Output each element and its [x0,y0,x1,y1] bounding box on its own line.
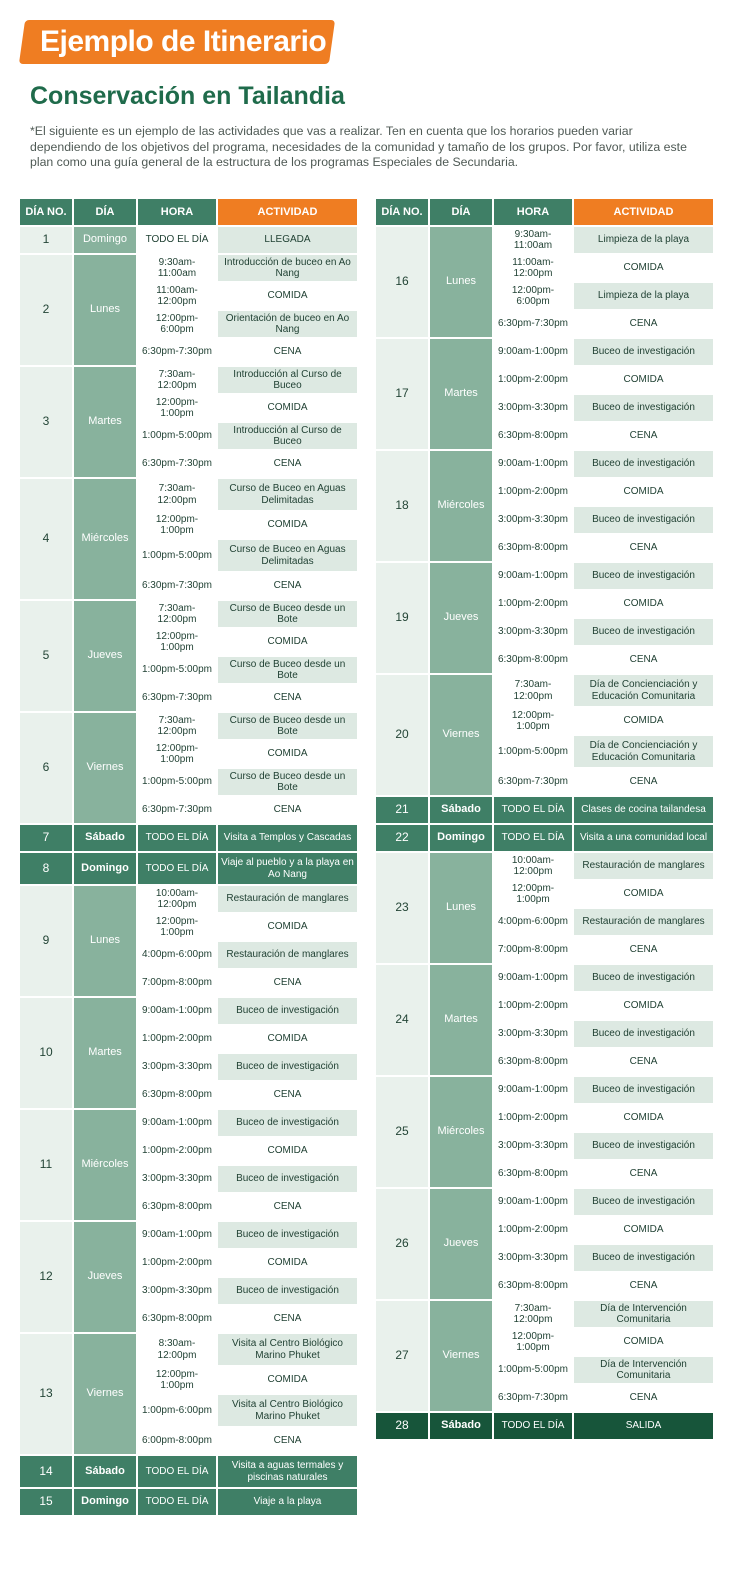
time-cell: 12:00pm-1:00pm [494,1329,572,1355]
schedule-row [20,227,357,253]
schedule-row [376,1413,713,1439]
activity-cell: Restauración de manglares [218,886,357,912]
schedule-row [376,227,713,253]
time-cell: 11:00am-12:00pm [494,255,572,281]
activity-cell: Curso de Buceo desde un Bote [218,769,357,795]
schedule-row [20,1489,357,1515]
activity-cell: COMIDA [574,255,713,281]
time-cell: 7:30am-12:00pm [138,479,216,510]
day-name: Martes [430,965,492,1075]
time-cell: 11:00am-12:00pm [138,283,216,309]
schedule-row [20,998,357,1024]
day-number: 27 [376,1301,428,1411]
time-cell: 3:00pm-3:30pm [494,1021,572,1047]
activity-cell: Introducción al Curso de Buceo [218,367,357,393]
time-cell: TODO EL DÍA [138,227,216,253]
day-number: 10 [20,998,72,1108]
activity-cell: CENA [574,1273,713,1299]
schedule-row [376,965,713,991]
activity-cell: Restauración de manglares [574,853,713,879]
day-number: 18 [376,451,428,561]
time-cell: 3:00pm-3:30pm [494,619,572,645]
activity-cell: Buceo de investigación [574,965,713,991]
time-cell: 12:00pm-1:00pm [138,914,216,940]
time-cell: 1:00pm-2:00pm [494,1105,572,1131]
activity-cell: Clases de cocina tailandesa [574,797,713,823]
day-number: 1 [20,227,72,253]
schedule-row [20,601,357,627]
activity-cell: Buceo de investigación [574,563,713,589]
activity-cell: CENA [218,970,357,996]
activity-cell: CENA [218,685,357,711]
page-title: Ejemplo de Itinerario [40,25,327,58]
time-cell: 1:00pm-5:00pm [138,423,216,449]
schedule-row [376,797,713,823]
time-cell: 7:00pm-8:00pm [138,970,216,996]
time-cell: 9:00am-1:00pm [494,1077,572,1103]
activity-cell: COMIDA [218,1138,357,1164]
activity-cell: CENA [218,1306,357,1332]
header-day: DÍA [430,199,492,225]
schedule-row [20,1456,357,1487]
time-cell: 1:00pm-6:00pm [138,1395,216,1426]
activity-cell: COMIDA [218,741,357,767]
header-day-no: DÍA NO. [376,199,428,225]
activity-cell: COMIDA [218,1026,357,1052]
time-cell: 10:00am-12:00pm [494,853,572,879]
day-name: Miércoles [74,1110,136,1220]
activity-cell: COMIDA [218,1367,357,1393]
time-cell: 8:30am-12:00pm [138,1334,216,1365]
activity-cell: COMIDA [218,283,357,309]
activity-cell: COMIDA [574,881,713,907]
activity-cell: COMIDA [218,1250,357,1276]
day-number: 12 [20,1222,72,1332]
header-row [376,199,713,225]
time-cell: 6:30pm-7:30pm [138,339,216,365]
activity-cell: Visita al Centro Biológico Marino Phuket [218,1395,357,1426]
activity-cell: CENA [574,769,713,795]
activity-cell: Introducción al Curso de Buceo [218,423,357,449]
activity-cell: Buceo de investigación [574,619,713,645]
activity-cell: CENA [574,423,713,449]
day-number: 26 [376,1189,428,1299]
time-cell: 12:00pm-1:00pm [138,629,216,655]
day-number: 21 [376,797,428,823]
activity-cell: Visita a una comunidad local [574,825,713,851]
day-name: Jueves [74,601,136,711]
activity-cell: Buceo de investigación [574,1021,713,1047]
time-cell: 6:30pm-7:30pm [138,451,216,477]
activity-cell: Buceo de investigación [218,1110,357,1136]
day-number: 19 [376,563,428,673]
day-number: 17 [376,339,428,449]
time-cell: 6:30pm-8:00pm [494,1161,572,1187]
activity-cell: COMIDA [574,1329,713,1355]
activity-cell: COMIDA [218,629,357,655]
day-name: Domingo [74,227,136,253]
activity-cell: Curso de Buceo en Aguas Delimitadas [218,540,357,571]
day-name: Jueves [430,1189,492,1299]
schedule-row [376,563,713,589]
day-name: Miércoles [430,451,492,561]
activity-cell: Restauración de manglares [574,909,713,935]
activity-cell: CENA [218,339,357,365]
day-name: Viernes [430,1301,492,1411]
activity-cell: Buceo de investigación [218,1278,357,1304]
activity-cell: Día de Concienciación y Educación Comunitaria [574,675,713,706]
activity-cell: COMIDA [218,512,357,538]
activity-cell: CENA [574,937,713,963]
time-cell: 1:00pm-2:00pm [494,1217,572,1243]
activity-cell: COMIDA [574,367,713,393]
schedule-row [20,367,357,393]
time-cell: 6:30pm-7:30pm [494,769,572,795]
activity-cell: Buceo de investigación [574,451,713,477]
activity-cell: Limpieza de la playa [574,227,713,253]
page-subtitle: Conservación en Tailandia [30,82,345,110]
day-name: Domingo [74,1489,136,1515]
header-day: DÍA [74,199,136,225]
time-cell: 1:00pm-5:00pm [494,736,572,767]
time-cell: 6:30pm-7:30pm [494,311,572,337]
time-cell: 6:00pm-8:00pm [138,1428,216,1454]
activity-cell: Curso de Buceo en Aguas Delimitadas [218,479,357,510]
time-cell: 7:30am-12:00pm [138,367,216,393]
activity-cell: Buceo de investigación [574,1245,713,1271]
activity-cell: Curso de Buceo desde un Bote [218,713,357,739]
activity-cell: Día de Intervención Comunitaria [574,1301,713,1327]
activity-cell: CENA [574,535,713,561]
day-name: Lunes [74,255,136,365]
time-cell: 6:30pm-7:30pm [494,1385,572,1411]
time-cell: TODO EL DÍA [138,1456,216,1487]
schedule-row [376,339,713,365]
day-name: Sábado [74,1456,136,1487]
schedule-row [376,675,713,706]
activity-cell: CENA [574,1385,713,1411]
activity-cell: CENA [574,647,713,673]
activity-cell: Buceo de investigación [218,1054,357,1080]
time-cell: 6:30pm-8:00pm [494,423,572,449]
intro-note: *El siguiente es un ejemplo de las actividades que vas a realizar. Ten en cuenta que los horarios pueden variar dependiendo de los objetivos del programa, necesidades de la comunidad y tamaño de los grupos. Por favor, utiliza este plan como una guía general de la estructura de los programas Especiales de Secundaria. [30,124,687,169]
header-activity: ACTIVIDAD [574,199,713,225]
activity-cell: Buceo de investigación [574,1189,713,1215]
time-cell: 6:30pm-8:00pm [138,1082,216,1108]
day-number: 24 [376,965,428,1075]
time-cell: 1:00pm-5:00pm [138,540,216,571]
time-cell: 9:30am-11:00am [138,255,216,281]
time-cell: 9:00am-1:00pm [494,451,572,477]
activity-cell: COMIDA [574,708,713,734]
time-cell: 6:30pm-8:00pm [494,647,572,673]
schedule-row [376,1189,713,1215]
day-number: 22 [376,825,428,851]
activity-cell: COMIDA [574,1217,713,1243]
time-cell: 9:30am-11:00am [494,227,572,253]
time-cell: 3:00pm-3:30pm [494,1133,572,1159]
time-cell: 9:00am-1:00pm [138,1110,216,1136]
time-cell: 3:00pm-3:30pm [494,395,572,421]
time-cell: 1:00pm-5:00pm [138,769,216,795]
activity-cell: Buceo de investigación [218,1166,357,1192]
time-cell: TODO EL DÍA [138,1489,216,1515]
activity-cell: Viaje al pueblo y a la playa en Ao Nang [218,853,357,884]
day-name: Domingo [74,853,136,884]
day-name: Martes [74,367,136,477]
activity-cell: COMIDA [574,1105,713,1131]
activity-cell: Curso de Buceo desde un Bote [218,601,357,627]
time-cell: TODO EL DÍA [138,825,216,851]
time-cell: 7:30am-12:00pm [138,601,216,627]
activity-cell: CENA [218,1428,357,1454]
time-cell: 7:30am-12:00pm [494,1301,572,1327]
activity-cell: CENA [218,1082,357,1108]
time-cell: 3:00pm-3:30pm [138,1166,216,1192]
time-cell: 6:30pm-7:30pm [138,573,216,599]
schedule-row [20,853,357,884]
day-number: 11 [20,1110,72,1220]
day-name: Domingo [430,825,492,851]
activity-cell: COMIDA [574,479,713,505]
time-cell: 6:30pm-8:00pm [494,535,572,561]
day-name: Lunes [74,886,136,996]
time-cell: 4:00pm-6:00pm [494,909,572,935]
day-number: 15 [20,1489,72,1515]
schedule-row [20,1110,357,1136]
schedule-row [376,853,713,879]
activity-cell: CENA [574,311,713,337]
activity-cell: COMIDA [574,993,713,1019]
day-number: 6 [20,713,72,823]
time-cell: 12:00pm-6:00pm [494,283,572,309]
day-number: 7 [20,825,72,851]
header-activity: ACTIVIDAD [218,199,357,225]
activity-cell: COMIDA [218,914,357,940]
day-name: Miércoles [430,1077,492,1187]
time-cell: 3:00pm-3:30pm [494,1245,572,1271]
activity-cell: Buceo de investigación [574,1133,713,1159]
header-time: HORA [138,199,216,225]
activity-cell: CENA [218,573,357,599]
time-cell: 7:30am-12:00pm [494,675,572,706]
day-name: Jueves [74,1222,136,1332]
day-number: 5 [20,601,72,711]
time-cell: 6:30pm-8:00pm [494,1049,572,1075]
time-cell: 9:00am-1:00pm [138,998,216,1024]
schedule-row [376,825,713,851]
schedule-row [20,1334,357,1365]
time-cell: 7:00pm-8:00pm [494,937,572,963]
activity-cell: CENA [218,1194,357,1220]
header-time: HORA [494,199,572,225]
time-cell: 1:00pm-2:00pm [138,1250,216,1276]
activity-cell: Limpieza de la playa [574,283,713,309]
day-number: 4 [20,479,72,599]
activity-cell: SALIDA [574,1413,713,1439]
time-cell: TODO EL DÍA [494,1413,572,1439]
time-cell: 6:30pm-8:00pm [494,1273,572,1299]
day-number: 28 [376,1413,428,1439]
activity-cell: Visita a aguas termales y piscinas naturales [218,1456,357,1487]
day-number: 8 [20,853,72,884]
schedule-row [20,1222,357,1248]
time-cell: TODO EL DÍA [494,825,572,851]
day-number: 16 [376,227,428,337]
time-cell: 6:30pm-7:30pm [138,685,216,711]
itinerary-table-right [374,197,715,1441]
time-cell: 7:30am-12:00pm [138,713,216,739]
day-name: Sábado [430,797,492,823]
activity-cell: Curso de Buceo desde un Bote [218,657,357,683]
schedule-row [376,451,713,477]
day-number: 23 [376,853,428,963]
time-cell: 1:00pm-2:00pm [494,993,572,1019]
time-cell: 1:00pm-5:00pm [138,657,216,683]
time-cell: 12:00pm-1:00pm [138,1367,216,1393]
day-number: 25 [376,1077,428,1187]
activity-cell: Buceo de investigación [218,998,357,1024]
day-name: Sábado [430,1413,492,1439]
time-cell: 9:00am-1:00pm [494,965,572,991]
time-cell: 1:00pm-2:00pm [138,1138,216,1164]
schedule-row [20,713,357,739]
activity-cell: Buceo de investigación [574,1077,713,1103]
activity-cell: CENA [574,1161,713,1187]
activity-cell: Restauración de manglares [218,942,357,968]
activity-cell: LLEGADA [218,227,357,253]
activity-cell: Buceo de investigación [574,395,713,421]
time-cell: 12:00pm-1:00pm [138,395,216,421]
itinerary-table-left [18,197,359,1517]
day-name: Jueves [430,563,492,673]
schedule-row [20,825,357,851]
activity-cell: Día de Concienciación y Educación Comunitaria [574,736,713,767]
day-number: 20 [376,675,428,795]
time-cell: 1:00pm-2:00pm [494,479,572,505]
activity-cell: Buceo de investigación [574,339,713,365]
activity-cell: Introducción de buceo en Ao Nang [218,255,357,281]
time-cell: 1:00pm-5:00pm [494,1357,572,1383]
time-cell: 12:00pm-1:00pm [494,708,572,734]
day-number: 13 [20,1334,72,1454]
day-name: Martes [430,339,492,449]
time-cell: 6:30pm-8:00pm [138,1306,216,1332]
time-cell: 9:00am-1:00pm [138,1222,216,1248]
header-row [20,199,357,225]
day-number: 9 [20,886,72,996]
activity-cell: Orientación de buceo en Ao Nang [218,311,357,337]
time-cell: 10:00am-12:00pm [138,886,216,912]
time-cell: 3:00pm-3:30pm [494,507,572,533]
header-day-no: DÍA NO. [20,199,72,225]
schedule-row [20,255,357,281]
day-name: Viernes [74,1334,136,1454]
day-name: Lunes [430,227,492,337]
day-name: Lunes [430,853,492,963]
activity-cell: Visita a Templos y Cascadas [218,825,357,851]
time-cell: 1:00pm-2:00pm [494,367,572,393]
activity-cell: Buceo de investigación [218,1222,357,1248]
day-name: Miércoles [74,479,136,599]
activity-cell: CENA [218,451,357,477]
day-name: Martes [74,998,136,1108]
time-cell: 9:00am-1:00pm [494,339,572,365]
day-number: 14 [20,1456,72,1487]
activity-cell: Buceo de investigación [574,507,713,533]
time-cell: 12:00pm-1:00pm [138,512,216,538]
time-cell: 12:00pm-6:00pm [138,311,216,337]
activity-cell: Día de Intervención Comunitaria [574,1357,713,1383]
activity-cell: Visita al Centro Biológico Marino Phuket [218,1334,357,1365]
schedule-row [376,1301,713,1327]
day-name: Sábado [74,825,136,851]
time-cell: 9:00am-1:00pm [494,1189,572,1215]
time-cell: 9:00am-1:00pm [494,563,572,589]
time-cell: 3:00pm-3:30pm [138,1278,216,1304]
schedule-row [20,886,357,912]
time-cell: 6:30pm-7:30pm [138,797,216,823]
time-cell: 6:30pm-8:00pm [138,1194,216,1220]
time-cell: 12:00pm-1:00pm [494,881,572,907]
day-number: 3 [20,367,72,477]
time-cell: TODO EL DÍA [494,797,572,823]
time-cell: 12:00pm-1:00pm [138,741,216,767]
time-cell: TODO EL DÍA [138,853,216,884]
time-cell: 1:00pm-2:00pm [138,1026,216,1052]
activity-cell: COMIDA [218,395,357,421]
time-cell: 3:00pm-3:30pm [138,1054,216,1080]
activity-cell: Viaje a la playa [218,1489,357,1515]
day-number: 2 [20,255,72,365]
day-name: Viernes [74,713,136,823]
schedule-row [20,479,357,510]
day-name: Viernes [430,675,492,795]
activity-cell: CENA [574,1049,713,1075]
time-cell: 4:00pm-6:00pm [138,942,216,968]
activity-cell: COMIDA [574,591,713,617]
time-cell: 1:00pm-2:00pm [494,591,572,617]
activity-cell: CENA [218,797,357,823]
schedule-row [376,1077,713,1103]
